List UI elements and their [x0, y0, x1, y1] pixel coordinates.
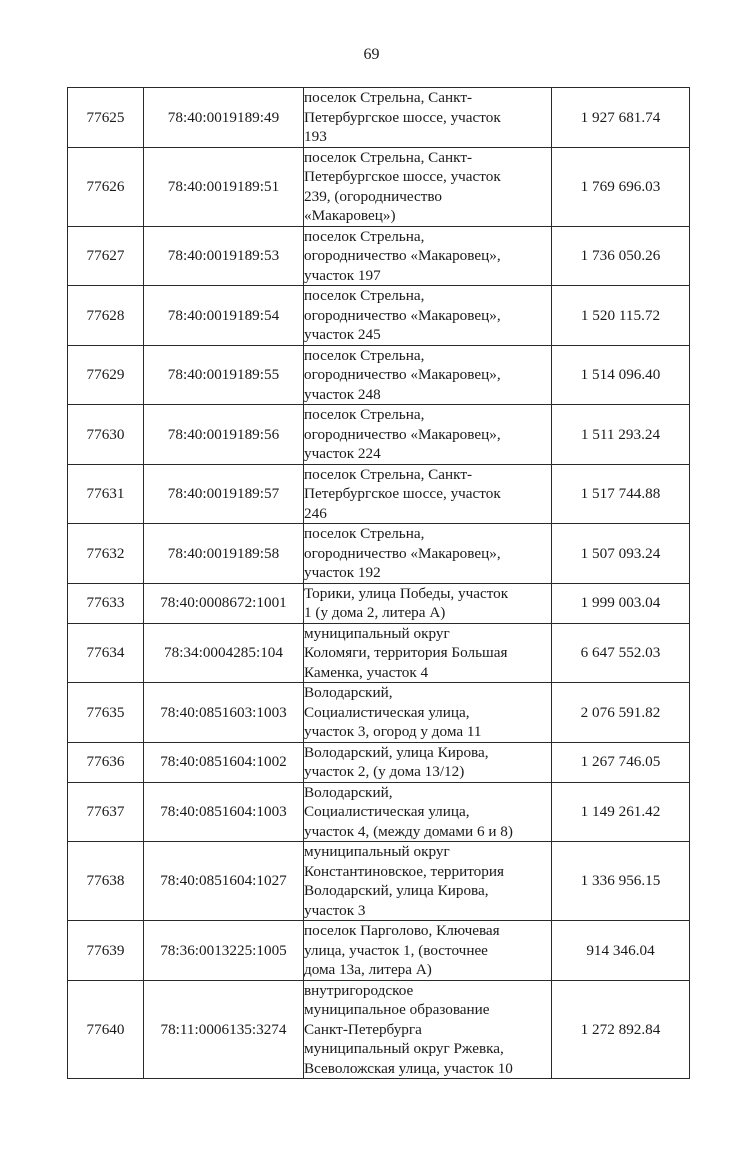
address-line: Петербургское шоссе, участок [304, 168, 501, 185]
row-number-cell: 77639 [68, 921, 144, 981]
cadastral-number-cell: 78:40:0019189:49 [144, 88, 304, 148]
cadastral-value-cell: 1 336 956.15 [552, 842, 690, 921]
address-line: поселок Стрельна, [304, 227, 425, 245]
address-line: участок 192 [304, 564, 381, 581]
table-row [68, 286, 690, 346]
address-line: Константиновское, территория [304, 862, 504, 880]
row-number-cell: 77635 [68, 683, 144, 743]
address-line: огородничество «Макаровец», [304, 306, 501, 324]
row-number-cell: 77634 [68, 623, 144, 683]
cadastral-number-cell: 78:34:0004285:104 [144, 623, 304, 683]
row-number-cell: 77629 [68, 345, 144, 405]
address-line: Володарский, [304, 783, 393, 801]
address-line: Всеволожская улица, участок 10 [304, 1059, 513, 1077]
cadastral-number-cell: 78:40:0851603:1003 [144, 683, 304, 743]
cadastral-value-cell: 1 520 115.72 [552, 286, 690, 346]
address-line: поселок Стрельна, Санкт- [304, 465, 473, 483]
address-line: поселок Стрельна, [304, 346, 425, 364]
cadastral-value-cell: 1 511 293.24 [552, 405, 690, 465]
address-line: огородничество «Макаровец», [304, 544, 501, 562]
row-number-cell: 77637 [68, 782, 144, 842]
cadastral-number-cell: 78:40:0851604:1003 [144, 782, 304, 842]
table-row [68, 88, 690, 148]
address-line: муниципальный округ [304, 843, 450, 860]
cadastral-number-cell: 78:40:0019189:53 [144, 226, 304, 286]
address-line: муниципальное образование [304, 1001, 490, 1018]
address-line: поселок Стрельна, [304, 406, 425, 423]
land-plot-table [67, 87, 690, 1079]
address-cell [304, 980, 552, 1079]
table-row [68, 782, 690, 842]
row-number-cell: 77628 [68, 286, 144, 346]
address-line: поселок Стрельна, [304, 525, 425, 542]
table-body [68, 88, 690, 1079]
cadastral-number-cell: 78:40:0019189:58 [144, 524, 304, 584]
page-number: 69 [363, 46, 380, 63]
table-row [68, 405, 690, 465]
address-line: внутригородское [304, 981, 414, 999]
address-line: Каменка, участок 4 [304, 663, 429, 681]
address-cell [304, 524, 552, 584]
row-number-cell: 77631 [68, 464, 144, 524]
address-line: муниципальный округ [304, 624, 450, 642]
cadastral-value-cell: 1 507 093.24 [552, 524, 690, 584]
row-number-cell: 77640 [68, 980, 144, 1079]
table-row [68, 226, 690, 286]
address-line: Коломяги, территория Большая [304, 644, 508, 661]
address-line: поселок Стрельна, Санкт- [304, 89, 473, 106]
cadastral-number-cell: 78:40:0019189:51 [144, 147, 304, 226]
cadastral-value-cell: 6 647 552.03 [552, 623, 690, 683]
address-line: Торики, улица Победы, участок [304, 584, 509, 602]
address-line: участок 245 [304, 326, 381, 343]
table-row [68, 842, 690, 921]
cadastral-number-cell: 78:40:0019189:57 [144, 464, 304, 524]
cadastral-value-cell: 1 927 681.74 [552, 88, 690, 148]
table-row [68, 583, 690, 623]
address-cell [304, 464, 552, 524]
address-cell [304, 147, 552, 226]
address-line: 246 [304, 504, 327, 522]
table-row [68, 464, 690, 524]
row-number-cell: 77626 [68, 147, 144, 226]
cadastral-number-cell: 78:40:0019189:54 [144, 286, 304, 346]
address-line: огородничество «Макаровец», [304, 425, 501, 443]
row-number-cell: 77633 [68, 583, 144, 623]
address-cell [304, 345, 552, 405]
table-row [68, 921, 690, 981]
table-row [68, 524, 690, 584]
cadastral-number-cell: 78:40:0008672:1001 [144, 583, 304, 623]
address-cell [304, 583, 552, 623]
address-line: Петербургское шоссе, участок [304, 485, 501, 502]
row-number-cell: 77625 [68, 88, 144, 148]
table-row [68, 147, 690, 226]
cadastral-value-cell: 1 272 892.84 [552, 980, 690, 1079]
row-number-cell: 77627 [68, 226, 144, 286]
address-line: участок 248 [304, 385, 381, 403]
cadastral-number-cell: 78:40:0851604:1002 [144, 742, 304, 782]
cadastral-value-cell: 1 736 050.26 [552, 226, 690, 286]
address-line: участок 197 [304, 266, 381, 284]
address-cell [304, 405, 552, 465]
row-number-cell: 77630 [68, 405, 144, 465]
address-line: поселок Стрельна, [304, 287, 425, 304]
cadastral-number-cell: 78:11:0006135:3274 [144, 980, 304, 1079]
address-line: Социалистическая улица, [304, 803, 470, 820]
cadastral-number-cell: 78:40:0019189:56 [144, 405, 304, 465]
address-line: муниципальный округ Ржевка, [304, 1040, 504, 1057]
address-cell [304, 286, 552, 346]
address-line: Володарский, улица Кирова, [304, 882, 489, 899]
address-cell [304, 226, 552, 286]
address-line: огородничество «Макаровец», [304, 366, 501, 383]
address-line: Социалистическая улица, [304, 703, 470, 721]
cadastral-number-cell: 78:40:0019189:55 [144, 345, 304, 405]
cadastral-value-cell: 1 769 696.03 [552, 147, 690, 226]
table-row [68, 345, 690, 405]
table-row [68, 742, 690, 782]
cadastral-number-cell: 78:36:0013225:1005 [144, 921, 304, 981]
address-line: участок 3, огород у дома 11 [304, 723, 482, 740]
address-cell [304, 742, 552, 782]
row-number-cell: 77638 [68, 842, 144, 921]
address-cell [304, 88, 552, 148]
address-cell [304, 683, 552, 743]
address-line: участок 3 [304, 901, 366, 919]
address-line: участок 2, (у дома 13/12) [304, 763, 465, 780]
address-cell [304, 842, 552, 921]
address-line: Володарский, улица Кирова, [304, 743, 489, 761]
address-line: улица, участок 1, (восточнее [304, 941, 488, 959]
address-line: огородничество «Макаровец», [304, 247, 501, 264]
cadastral-value-cell: 2 076 591.82 [552, 683, 690, 743]
address-line: 1 (у дома 2, литера А) [304, 604, 446, 621]
address-cell [304, 782, 552, 842]
cadastral-value-cell: 1 149 261.42 [552, 782, 690, 842]
address-line: 193 [304, 128, 327, 145]
address-line: поселок Парголово, Ключевая [304, 922, 500, 939]
cadastral-number-cell: 78:40:0851604:1027 [144, 842, 304, 921]
address-line: Володарский, [304, 684, 393, 701]
address-line: 239, (огородничество [304, 187, 442, 205]
address-line: Петербургское шоссе, участок [304, 108, 501, 126]
address-line: поселок Стрельна, Санкт- [304, 148, 473, 166]
address-line: Санкт-Петербурга [304, 1020, 422, 1038]
cadastral-value-cell: 1 514 096.40 [552, 345, 690, 405]
row-number-cell: 77632 [68, 524, 144, 584]
address-cell [304, 623, 552, 683]
address-line: участок 4, (между домами 6 и 8) [304, 822, 513, 840]
address-line: участок 224 [304, 445, 381, 462]
cadastral-value-cell: 914 346.04 [552, 921, 690, 981]
cadastral-value-cell: 1 267 746.05 [552, 742, 690, 782]
table-row [68, 683, 690, 743]
table-row [68, 980, 690, 1079]
address-cell [304, 921, 552, 981]
row-number-cell: 77636 [68, 742, 144, 782]
address-line: «Макаровец») [304, 207, 396, 224]
cadastral-value-cell: 1 517 744.88 [552, 464, 690, 524]
table-row [68, 623, 690, 683]
cadastral-value-cell: 1 999 003.04 [552, 583, 690, 623]
address-line: дома 13а, литера А) [304, 961, 432, 978]
